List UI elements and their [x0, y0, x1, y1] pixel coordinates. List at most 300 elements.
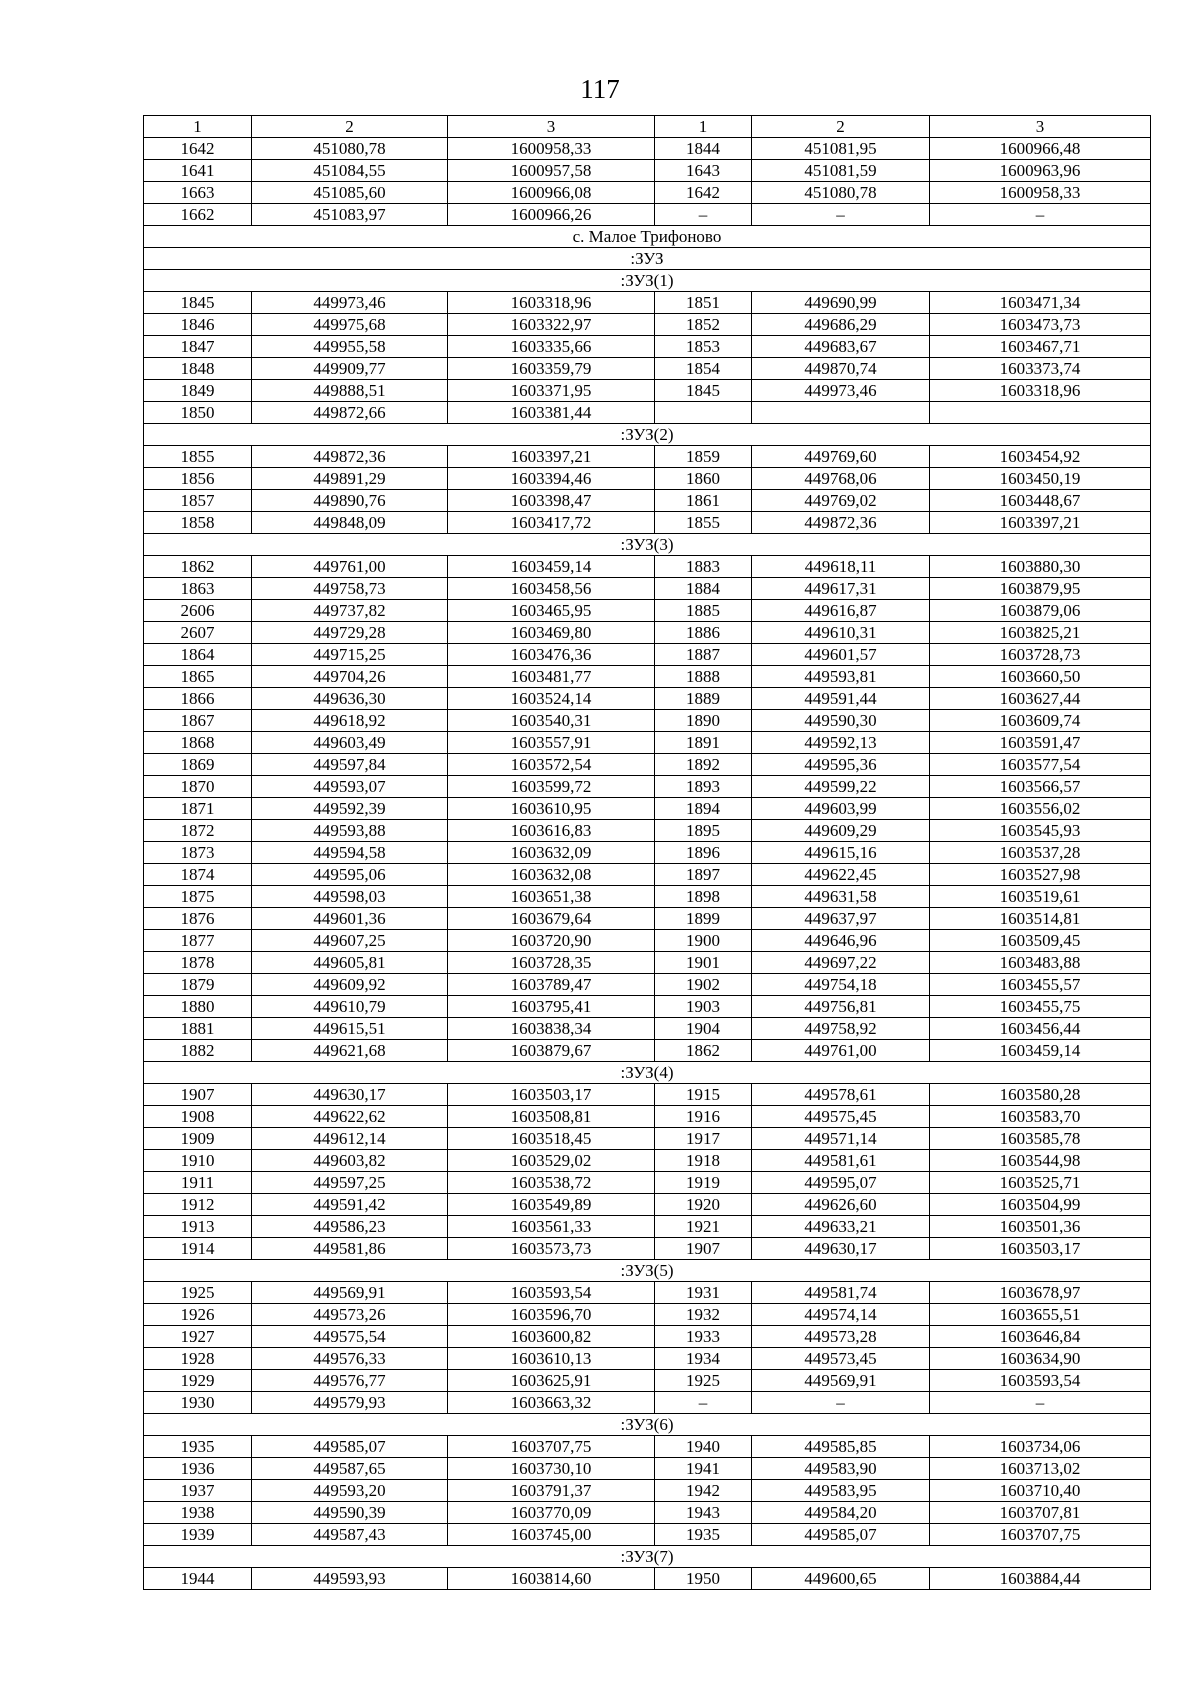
section-title: :ЗУЗ(7)	[144, 1546, 1151, 1568]
table-cell: 449585,85	[752, 1436, 930, 1458]
table-cell: 1603524,14	[448, 688, 655, 710]
table-cell: 449575,45	[752, 1106, 930, 1128]
table-cell: 1603469,80	[448, 622, 655, 644]
table-cell: 449592,13	[752, 732, 930, 754]
table-cell: 449605,81	[252, 952, 448, 974]
table-cell: 451083,97	[252, 204, 448, 226]
table-cell: 1883	[655, 556, 752, 578]
section-row	[144, 1062, 1151, 1084]
table-cell: 449569,91	[752, 1370, 930, 1392]
header-cell: 3	[448, 116, 655, 138]
table-cell	[930, 402, 1151, 424]
section-title: :ЗУЗ(6)	[144, 1414, 1151, 1436]
table-cell: 1600966,48	[930, 138, 1151, 160]
table-cell: 1603504,99	[930, 1194, 1151, 1216]
table-cell: 1921	[655, 1216, 752, 1238]
table-cell: 1603509,45	[930, 930, 1151, 952]
table-cell: 1855	[144, 446, 252, 468]
table-row	[144, 864, 1151, 886]
table-cell: 1603880,30	[930, 556, 1151, 578]
table-cell: 1880	[144, 996, 252, 1018]
table-cell: 1868	[144, 732, 252, 754]
table-cell: 1844	[655, 138, 752, 160]
table-row	[144, 336, 1151, 358]
table-cell: 1603591,47	[930, 732, 1151, 754]
table-cell: 449890,76	[252, 490, 448, 512]
table-cell: 1603476,36	[448, 644, 655, 666]
table-row	[144, 886, 1151, 908]
table-row	[144, 754, 1151, 776]
table-row	[144, 1018, 1151, 1040]
table-cell: 449591,44	[752, 688, 930, 710]
table-cell: 1603448,67	[930, 490, 1151, 512]
table-cell: 1603397,21	[930, 512, 1151, 534]
table-cell: 1603789,47	[448, 974, 655, 996]
table-cell: 1603795,41	[448, 996, 655, 1018]
table-cell: 1937	[144, 1480, 252, 1502]
table-cell: 1925	[144, 1282, 252, 1304]
table-cell: 1851	[655, 292, 752, 314]
table-cell: 1847	[144, 336, 252, 358]
table-cell: 451081,95	[752, 138, 930, 160]
table-cell: 1642	[144, 138, 252, 160]
table-cell: 1856	[144, 468, 252, 490]
table-cell: 1892	[655, 754, 752, 776]
table-row	[144, 1348, 1151, 1370]
table-cell: 449690,99	[752, 292, 930, 314]
table-row	[144, 622, 1151, 644]
table-row	[144, 358, 1151, 380]
table-row	[144, 490, 1151, 512]
table-cell: 1869	[144, 754, 252, 776]
table-cell: 1882	[144, 1040, 252, 1062]
table-cell: 1603593,54	[930, 1370, 1151, 1392]
table-cell: 1857	[144, 490, 252, 512]
table-cell: 1603600,82	[448, 1326, 655, 1348]
table-cell: 449756,81	[752, 996, 930, 1018]
table-cell: –	[752, 1392, 930, 1414]
section-row	[144, 226, 1151, 248]
table-cell: 1663	[144, 182, 252, 204]
table-cell: 449769,02	[752, 490, 930, 512]
table-cell: 449585,07	[252, 1436, 448, 1458]
table-cell: 1913	[144, 1216, 252, 1238]
table-cell: 449587,65	[252, 1458, 448, 1480]
table-cell: 1935	[144, 1436, 252, 1458]
table-cell: 1603707,75	[448, 1436, 655, 1458]
table-cell: 449697,22	[752, 952, 930, 974]
table-cell: 449583,90	[752, 1458, 930, 1480]
table-cell: 1846	[144, 314, 252, 336]
table-cell: 1603838,34	[448, 1018, 655, 1040]
table-cell: 449601,57	[752, 644, 930, 666]
table-cell: 1603720,90	[448, 930, 655, 952]
table-cell: 449610,31	[752, 622, 930, 644]
table-cell: 449573,28	[752, 1326, 930, 1348]
table-cell: 1603556,02	[930, 798, 1151, 820]
table-cell: 1603616,83	[448, 820, 655, 842]
table-cell: 449607,25	[252, 930, 448, 952]
table-row	[144, 292, 1151, 314]
table-cell: 1603518,45	[448, 1128, 655, 1150]
table-cell: –	[930, 1392, 1151, 1414]
section-row	[144, 1260, 1151, 1282]
table-cell: 1603397,21	[448, 446, 655, 468]
table-cell: 1944	[144, 1568, 252, 1590]
table-cell: 1603884,44	[930, 1568, 1151, 1590]
table-row	[144, 380, 1151, 402]
table-cell: 451080,78	[252, 138, 448, 160]
table-cell: 449573,26	[252, 1304, 448, 1326]
table-cell: 1928	[144, 1348, 252, 1370]
table-row	[144, 138, 1151, 160]
table-cell: 449768,06	[752, 468, 930, 490]
table-cell: 1929	[144, 1370, 252, 1392]
table-cell: 1603585,78	[930, 1128, 1151, 1150]
table-row	[144, 908, 1151, 930]
table-cell: 1603879,95	[930, 578, 1151, 600]
table-cell: 1603529,02	[448, 1150, 655, 1172]
table-cell: 1600958,33	[930, 182, 1151, 204]
table-cell: 1890	[655, 710, 752, 732]
table-cell: 1603707,81	[930, 1502, 1151, 1524]
table-cell: 1603879,67	[448, 1040, 655, 1062]
table-cell: 1603557,91	[448, 732, 655, 754]
table-cell: 449591,42	[252, 1194, 448, 1216]
table-cell: 449622,62	[252, 1106, 448, 1128]
table-cell: 449618,11	[752, 556, 930, 578]
table-cell: 1893	[655, 776, 752, 798]
table-cell: 1600963,96	[930, 160, 1151, 182]
table-cell: 1603646,84	[930, 1326, 1151, 1348]
table-cell: 1603730,10	[448, 1458, 655, 1480]
table-cell: 449603,49	[252, 732, 448, 754]
table-row	[144, 204, 1151, 226]
table-row	[144, 1480, 1151, 1502]
table-cell: 449973,46	[252, 292, 448, 314]
table-cell	[752, 402, 930, 424]
table-cell: 1603544,98	[930, 1150, 1151, 1172]
table-cell: 449599,22	[752, 776, 930, 798]
table-cell: 1603501,36	[930, 1216, 1151, 1238]
table-cell: 449584,20	[752, 1502, 930, 1524]
table-cell: 1916	[655, 1106, 752, 1128]
table-cell: 1902	[655, 974, 752, 996]
table-cell: 1603545,93	[930, 820, 1151, 842]
table-cell: 1603359,79	[448, 358, 655, 380]
table-cell: 449573,45	[752, 1348, 930, 1370]
header-cell: 3	[930, 116, 1151, 138]
section-title: :ЗУЗ(5)	[144, 1260, 1151, 1282]
table-cell: 1603456,44	[930, 1018, 1151, 1040]
table-row	[144, 930, 1151, 952]
table-cell: 1603593,54	[448, 1282, 655, 1304]
table-row	[144, 556, 1151, 578]
table-cell: 1881	[144, 1018, 252, 1040]
table-cell: 1603577,54	[930, 754, 1151, 776]
table-cell: 1894	[655, 798, 752, 820]
table-cell: 449581,61	[752, 1150, 930, 1172]
table-row	[144, 1304, 1151, 1326]
table-cell: 1845	[144, 292, 252, 314]
table-cell: 1600957,58	[448, 160, 655, 182]
table-cell: 1876	[144, 908, 252, 930]
table-cell: 1603745,00	[448, 1524, 655, 1546]
table-cell: 1603454,92	[930, 446, 1151, 468]
table-cell: 449686,29	[752, 314, 930, 336]
table-cell: 449909,77	[252, 358, 448, 380]
table-cell: 1603394,46	[448, 468, 655, 490]
table-cell: 1849	[144, 380, 252, 402]
table-cell: 451081,59	[752, 160, 930, 182]
table-cell: 1863	[144, 578, 252, 600]
table-cell: 1603459,14	[448, 556, 655, 578]
table-cell: 1603663,32	[448, 1392, 655, 1414]
table-cell: 449637,97	[752, 908, 930, 930]
table-cell: 1887	[655, 644, 752, 666]
table-cell: 1603610,13	[448, 1348, 655, 1370]
table-cell: 1641	[144, 160, 252, 182]
table-cell: 1603450,19	[930, 468, 1151, 490]
table-row	[144, 1172, 1151, 1194]
table-cell: 1855	[655, 512, 752, 534]
table-cell: 1888	[655, 666, 752, 688]
table-cell: 449586,23	[252, 1216, 448, 1238]
table-cell: 449603,99	[752, 798, 930, 820]
table-cell: 449758,92	[752, 1018, 930, 1040]
table-cell: 1939	[144, 1524, 252, 1546]
table-row	[144, 446, 1151, 468]
header-cell: 1	[144, 116, 252, 138]
table-row	[144, 512, 1151, 534]
table-cell: 1886	[655, 622, 752, 644]
section-row	[144, 248, 1151, 270]
table-cell: 1897	[655, 864, 752, 886]
table-cell: 1933	[655, 1326, 752, 1348]
table-cell: 449575,54	[252, 1326, 448, 1348]
table-cell: 1871	[144, 798, 252, 820]
table-cell: 1878	[144, 952, 252, 974]
table-cell: 1603473,73	[930, 314, 1151, 336]
table-cell: 1911	[144, 1172, 252, 1194]
section-title: :ЗУЗ(3)	[144, 534, 1151, 556]
table-cell: 1600966,26	[448, 204, 655, 226]
table-cell: 1870	[144, 776, 252, 798]
table-row	[144, 1106, 1151, 1128]
table-cell: 1600958,33	[448, 138, 655, 160]
table-cell: –	[655, 1392, 752, 1414]
table-cell: –	[930, 204, 1151, 226]
table-cell: 1603573,73	[448, 1238, 655, 1260]
table-cell: 1918	[655, 1150, 752, 1172]
table-cell: 449626,60	[752, 1194, 930, 1216]
table-cell: 449581,86	[252, 1238, 448, 1260]
table-cell: 1895	[655, 820, 752, 842]
table-cell: 1643	[655, 160, 752, 182]
coordinates-table	[143, 115, 1151, 1590]
table-cell: –	[655, 204, 752, 226]
table-cell: 1901	[655, 952, 752, 974]
table-row	[144, 578, 1151, 600]
section-title: :ЗУЗ(4)	[144, 1062, 1151, 1084]
table-cell: 1603825,21	[930, 622, 1151, 644]
table-cell: 1603561,33	[448, 1216, 655, 1238]
table-cell: 1642	[655, 182, 752, 204]
table-cell: 449621,68	[252, 1040, 448, 1062]
table-cell: 449872,36	[252, 446, 448, 468]
table-row	[144, 666, 1151, 688]
table-cell: 1919	[655, 1172, 752, 1194]
table-row	[144, 1040, 1151, 1062]
table-cell: 1862	[655, 1040, 752, 1062]
table-row	[144, 600, 1151, 622]
table-cell: 1935	[655, 1524, 752, 1546]
table-cell: 449754,18	[752, 974, 930, 996]
table-cell: 1867	[144, 710, 252, 732]
table-cell: 1927	[144, 1326, 252, 1348]
table-row	[144, 1084, 1151, 1106]
table-cell: 1879	[144, 974, 252, 996]
table-cell: 449615,16	[752, 842, 930, 864]
table-cell: 1866	[144, 688, 252, 710]
table-cell: 1603678,97	[930, 1282, 1151, 1304]
table-cell: 1943	[655, 1502, 752, 1524]
table-cell: 1900	[655, 930, 752, 952]
table-cell: 449769,60	[752, 446, 930, 468]
table-cell: 449585,07	[752, 1524, 930, 1546]
section-title: :ЗУЗ	[144, 248, 1151, 270]
table-cell: 1603503,17	[930, 1238, 1151, 1260]
table-row	[144, 1524, 1151, 1546]
table-cell: 1603371,95	[448, 380, 655, 402]
table-cell: 449973,46	[752, 380, 930, 402]
table-cell: 1603335,66	[448, 336, 655, 358]
table-row	[144, 732, 1151, 754]
table-cell: 1925	[655, 1370, 752, 1392]
table-cell: 449597,25	[252, 1172, 448, 1194]
table-cell: 1603540,31	[448, 710, 655, 732]
table-cell: 1950	[655, 1568, 752, 1590]
table-cell: 1603373,74	[930, 358, 1151, 380]
table-cell: 449630,17	[252, 1084, 448, 1106]
section-row	[144, 1414, 1151, 1436]
table-cell: 1603634,90	[930, 1348, 1151, 1370]
table-cell: 449600,65	[752, 1568, 930, 1590]
table-row	[144, 842, 1151, 864]
table-cell: 449601,36	[252, 908, 448, 930]
table-row	[144, 314, 1151, 336]
table-row	[144, 1370, 1151, 1392]
table-cell: 1603398,47	[448, 490, 655, 512]
table-cell: 449574,14	[752, 1304, 930, 1326]
table-cell: 451085,60	[252, 182, 448, 204]
table-cell: 1907	[144, 1084, 252, 1106]
table-cell: 1852	[655, 314, 752, 336]
table-cell: 1603710,40	[930, 1480, 1151, 1502]
table-cell: 451084,55	[252, 160, 448, 182]
table-cell: 449612,14	[252, 1128, 448, 1150]
table-cell: 449848,09	[252, 512, 448, 534]
table-cell: 1873	[144, 842, 252, 864]
table-row	[144, 952, 1151, 974]
table-cell: 1910	[144, 1150, 252, 1172]
table-row	[144, 160, 1151, 182]
table-cell: 1909	[144, 1128, 252, 1150]
table-cell: 1603503,17	[448, 1084, 655, 1106]
table-row	[144, 1392, 1151, 1414]
table-cell: 1899	[655, 908, 752, 930]
table-cell: 1603549,89	[448, 1194, 655, 1216]
table-row	[144, 798, 1151, 820]
table-cell: 1603651,38	[448, 886, 655, 908]
table-row	[144, 182, 1151, 204]
table-cell: 1920	[655, 1194, 752, 1216]
table-cell: 2606	[144, 600, 252, 622]
table-cell: 1875	[144, 886, 252, 908]
table-cell: 449609,92	[252, 974, 448, 996]
table-cell: 449593,88	[252, 820, 448, 842]
table-cell: 449587,43	[252, 1524, 448, 1546]
table-cell: 449598,03	[252, 886, 448, 908]
table-cell: 449592,39	[252, 798, 448, 820]
table-cell: 1930	[144, 1392, 252, 1414]
table-cell: 449872,36	[752, 512, 930, 534]
table-cell: 1603770,09	[448, 1502, 655, 1524]
table-cell: 1908	[144, 1106, 252, 1128]
table-cell: 449594,58	[252, 842, 448, 864]
table-cell: 449631,58	[752, 886, 930, 908]
table-cell: 1904	[655, 1018, 752, 1040]
table-cell: 1603609,74	[930, 710, 1151, 732]
table-cell: 1603459,14	[930, 1040, 1151, 1062]
table-row	[144, 402, 1151, 424]
table-cell: 1603483,88	[930, 952, 1151, 974]
table-cell: 1603417,72	[448, 512, 655, 534]
table-cell: 449737,82	[252, 600, 448, 622]
table-cell: 1603322,97	[448, 314, 655, 336]
table-cell: 1603566,57	[930, 776, 1151, 798]
table-row	[144, 1194, 1151, 1216]
table-cell: 1936	[144, 1458, 252, 1480]
section-title: с. Малое Трифоново	[144, 226, 1151, 248]
table-cell: 1600966,08	[448, 182, 655, 204]
table-cell: 1603537,28	[930, 842, 1151, 864]
table-cell: 1861	[655, 490, 752, 512]
table-cell: 1891	[655, 732, 752, 754]
table-row	[144, 1458, 1151, 1480]
table-cell: 1603707,75	[930, 1524, 1151, 1546]
table-cell: 1938	[144, 1502, 252, 1524]
table-cell: 449761,00	[752, 1040, 930, 1062]
table-cell: 1872	[144, 820, 252, 842]
table-cell: 1603660,50	[930, 666, 1151, 688]
table-cell: 1603467,71	[930, 336, 1151, 358]
table-cell: 449758,73	[252, 578, 448, 600]
header-cell: 2	[252, 116, 448, 138]
table-row	[144, 1326, 1151, 1348]
table-cell: 449633,21	[752, 1216, 930, 1238]
table-cell: 449761,00	[252, 556, 448, 578]
table-cell: 449610,79	[252, 996, 448, 1018]
table-cell: 1860	[655, 468, 752, 490]
table-cell: 449597,84	[252, 754, 448, 776]
header-cell: 2	[752, 116, 930, 138]
table-cell: 1907	[655, 1238, 752, 1260]
table-cell: 1854	[655, 358, 752, 380]
table-cell: 1912	[144, 1194, 252, 1216]
table-cell: 1603728,73	[930, 644, 1151, 666]
table-row	[144, 1282, 1151, 1304]
